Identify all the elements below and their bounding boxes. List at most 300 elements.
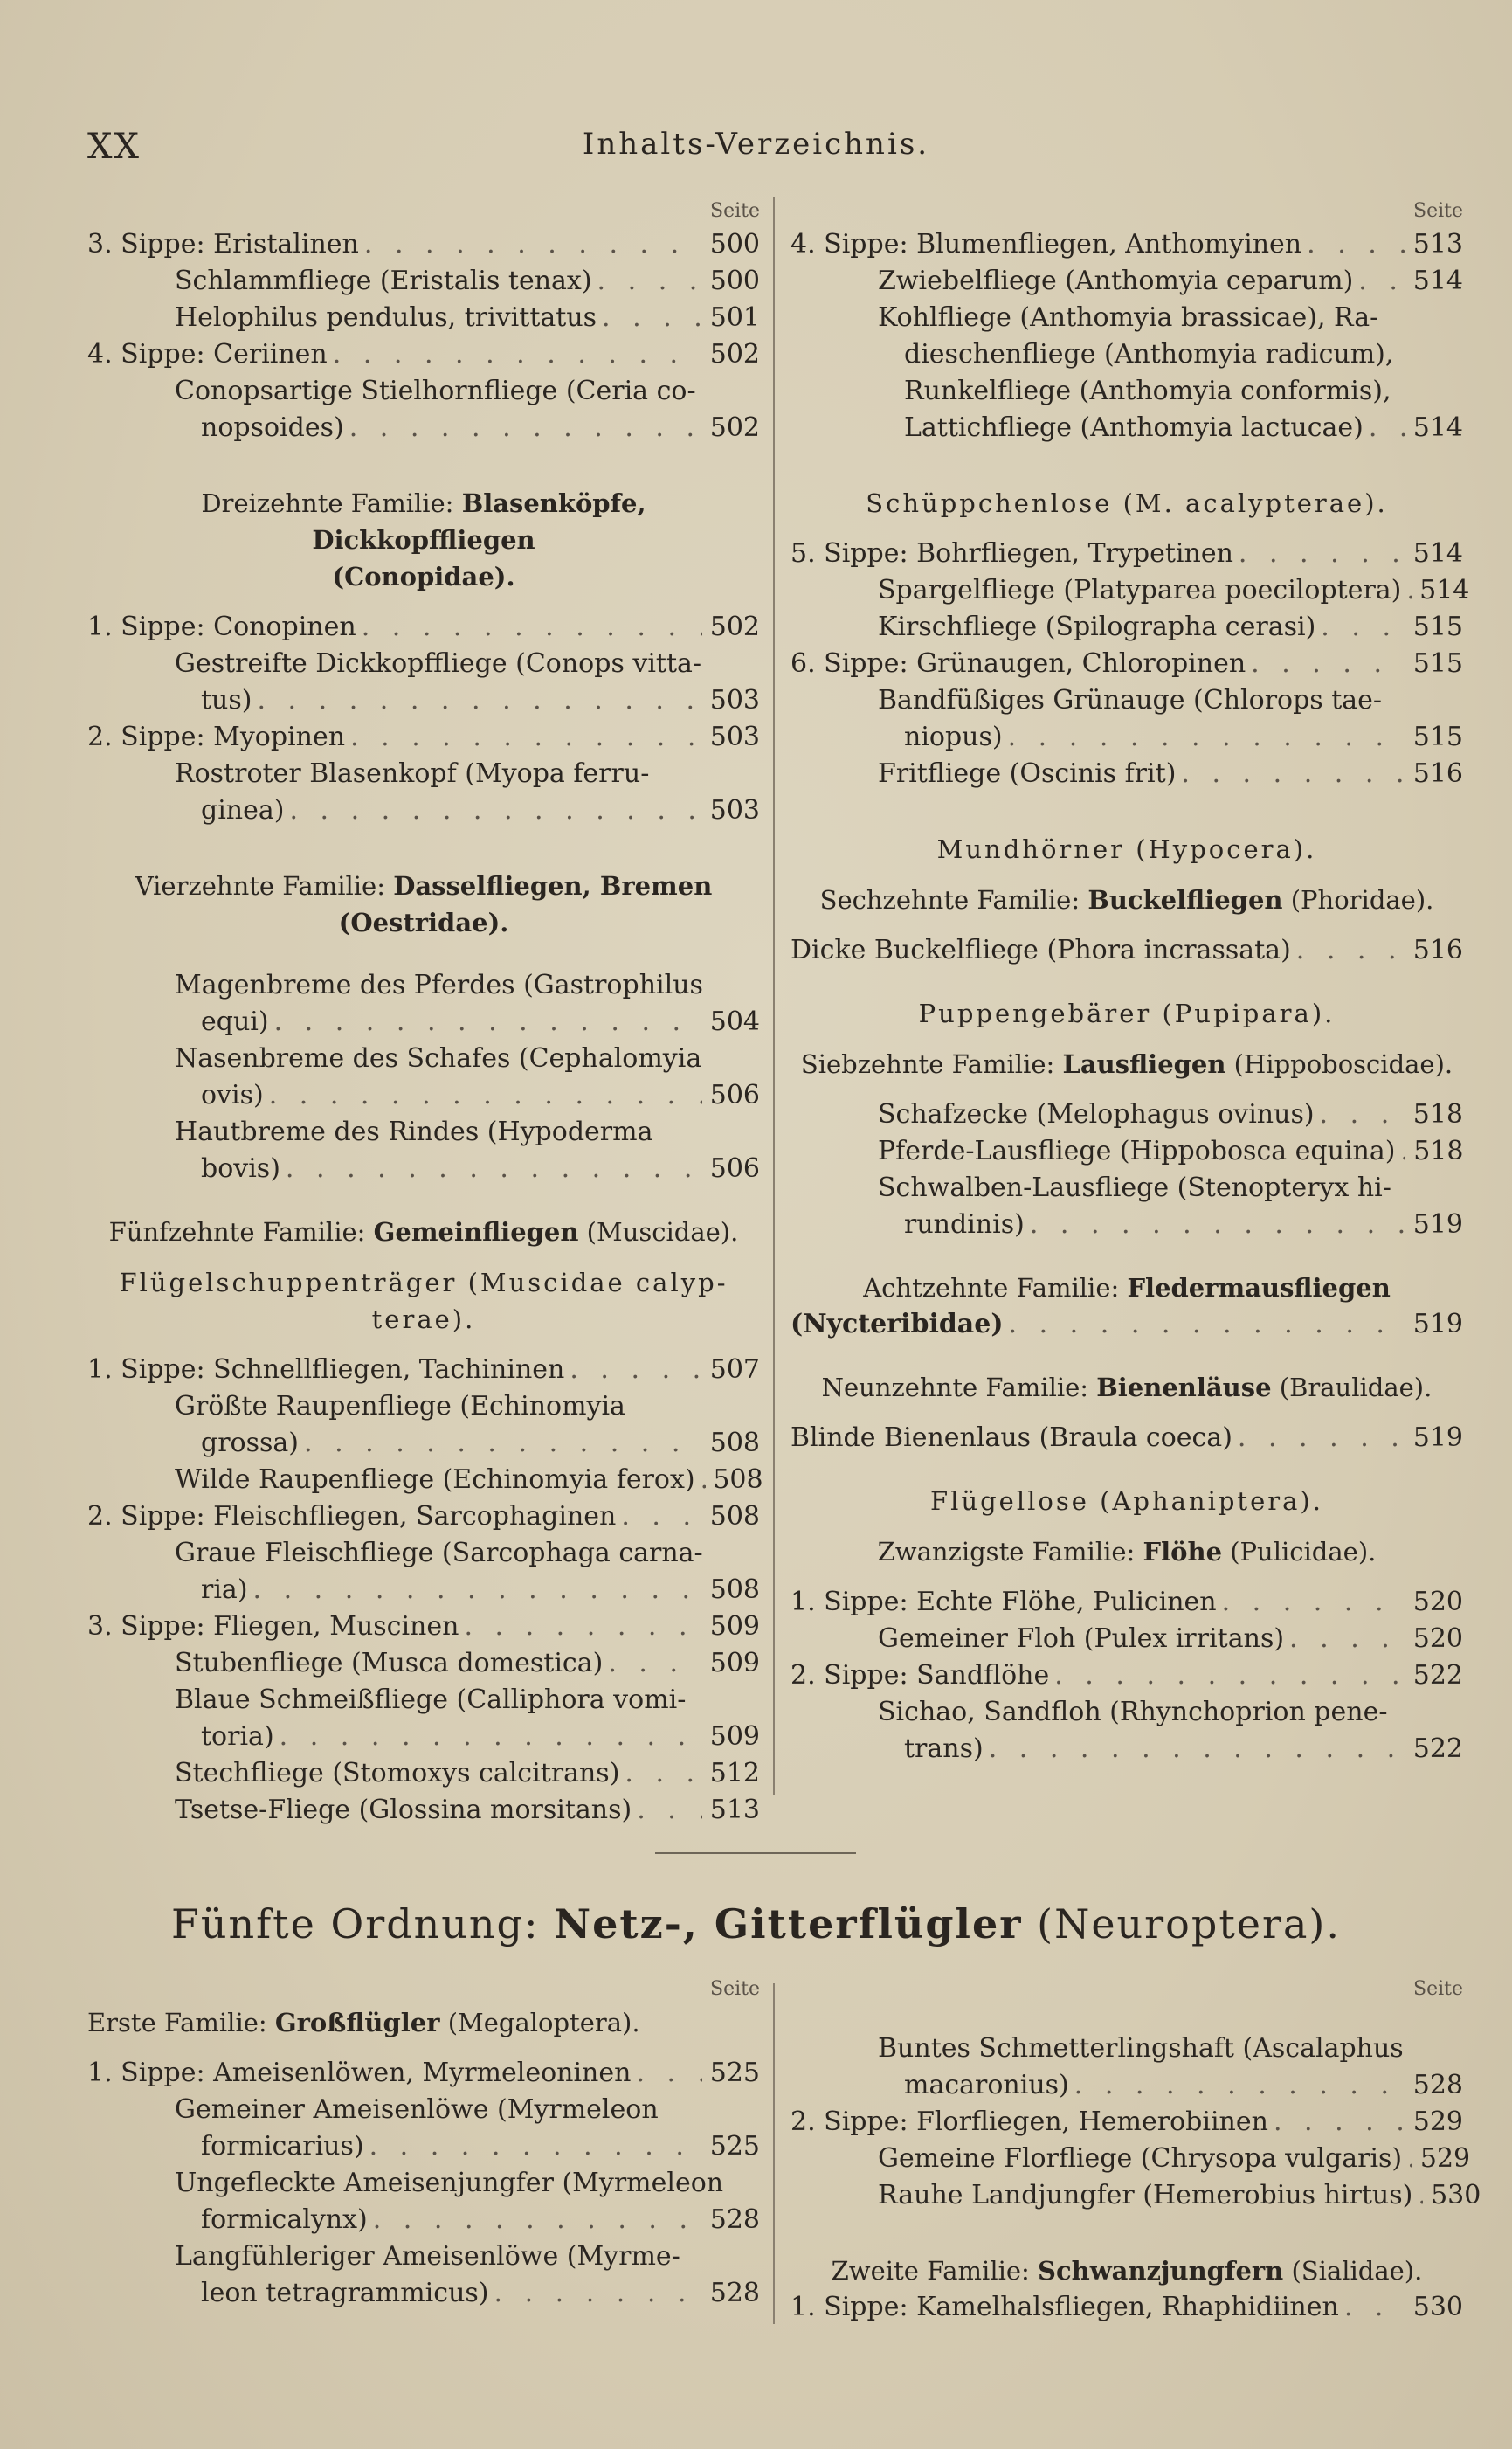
dot-leader <box>1232 1420 1405 1456</box>
page-ref: 509 <box>709 1721 760 1752</box>
dot-leader <box>1069 2067 1405 2104</box>
section-heading <box>791 1046 1463 1083</box>
toc-column-top-right <box>791 197 1470 1768</box>
dot-leader <box>1217 1584 1405 1621</box>
order-title <box>0 1900 1512 1947</box>
toc-line: Langfühleriger Ameisenlöwe (Myrme- <box>175 2241 680 2272</box>
order-title-bold: Netz-, Gitterflügler <box>554 1900 1023 1947</box>
page-ref: 506 <box>709 1080 760 1110</box>
page-ref: 503 <box>709 722 760 752</box>
page-ref: 502 <box>709 412 760 443</box>
section-heading <box>87 1264 760 1301</box>
dot-leader <box>345 719 702 756</box>
page-ref: 529 <box>1419 2143 1471 2174</box>
dot-leader <box>1353 263 1405 300</box>
dot-leader <box>1003 719 1405 756</box>
page-ref: 515 <box>1412 722 1463 752</box>
entry-text: ovis) <box>201 1080 264 1110</box>
dot-leader <box>1176 756 1405 792</box>
page-ref: 514 <box>1419 575 1470 605</box>
toc-entry <box>791 1584 1463 1621</box>
section-heading <box>791 1483 1463 1519</box>
heading-after: (Pulicidae). <box>1222 1537 1377 1567</box>
page-number: XX <box>87 127 141 167</box>
heading-text: Puppengebärer (Pupipara). <box>918 999 1336 1028</box>
dot-leader <box>1049 1657 1405 1694</box>
page-ref: 508 <box>709 1574 760 1605</box>
dot-leader <box>597 300 702 336</box>
heading-after: (Braulidae). <box>1271 1373 1433 1402</box>
heading-text: Mundhörner (Hypocera). <box>936 834 1317 864</box>
page-ref: 503 <box>709 795 760 826</box>
entry-text: 5. Sippe: Bohrfliegen, Trypetinen <box>791 538 1233 569</box>
dot-leader <box>359 226 702 263</box>
entry-text: formicarius) <box>201 2131 364 2162</box>
entry-text: 3. Sippe: Eristalinen <box>87 229 359 259</box>
toc-entry <box>87 1608 760 1645</box>
section-heading <box>87 1214 760 1250</box>
toc-column-top-left <box>87 197 763 1829</box>
page-ref: 528 <box>709 2278 760 2308</box>
toc-entry <box>791 1133 1463 1170</box>
spacer <box>791 522 1463 536</box>
toc-entry <box>87 1425 760 1462</box>
dot-leader <box>264 1077 702 1114</box>
entry-text: tus) <box>201 685 252 716</box>
entry-text: 1. Sippe: Ameisenlöwen, Myrmeleoninen <box>87 2058 632 2088</box>
page-ref: 530 <box>1412 2292 1463 2322</box>
order-title-post: (Neuroptera). <box>1022 1900 1342 1947</box>
toc-entry <box>87 1572 760 1608</box>
page-ref: 528 <box>1412 2070 1463 2100</box>
toc-entry <box>791 932 1463 969</box>
entry-text: 1. Sippe: Echte Flöhe, Pulicinen <box>791 1587 1217 1617</box>
dot-leader <box>564 1352 702 1388</box>
entry-text: Schafzecke (Melophagus ovinus) <box>878 1099 1315 1130</box>
section-heading <box>791 882 1463 918</box>
toc-entry <box>791 609 1463 646</box>
heading-text: Vierzehnte Familie: <box>135 871 394 901</box>
toc-line: Größte Raupenfliege (Echinomyia <box>175 1391 625 1422</box>
toc-entry <box>791 756 1463 792</box>
entry-text: 1. Sippe: Conopinen <box>87 612 356 642</box>
toc-line: Rostroter Blasenkopf (Myopa ferru- <box>175 758 650 789</box>
spacer <box>791 2004 1463 2030</box>
dot-leader <box>284 792 702 829</box>
page-ref: 514 <box>1412 538 1463 569</box>
page-ref: 519 <box>1412 1422 1463 1453</box>
toc-entry <box>791 2067 1463 2104</box>
page-ref: 519 <box>1412 1209 1463 1240</box>
dot-leader <box>1246 646 1405 682</box>
toc-entry <box>87 263 760 300</box>
heading-after: (Sialidae). <box>1283 2256 1423 2286</box>
dot-leader <box>1339 2289 1405 2326</box>
entry-text: Spargelfliege (Platyparea poeciloptera) <box>878 575 1402 605</box>
toc-line: Buntes Schmetterlingshaft (Ascalaphus <box>878 2033 1404 2064</box>
dot-leader <box>248 1572 702 1608</box>
page-ref: 503 <box>709 685 760 716</box>
page-ref: 502 <box>709 339 760 370</box>
seite-label: Seite <box>710 1978 760 2000</box>
toc-line: Ungefleckte Ameisenjungfer (Myrmeleon <box>175 2168 724 2198</box>
spacer <box>87 1338 760 1352</box>
entry-text: Gemeiner Floh (Pulex irritans) <box>878 1623 1285 1654</box>
page-ref: 500 <box>709 229 760 259</box>
heading-text: Dreizehnte Familie: <box>201 488 462 518</box>
entry-text: 1. Sippe: Schnellfliegen, Tachininen <box>87 1354 565 1385</box>
toc-entry <box>87 2275 760 2312</box>
entry-text: Dicke Buckelfliege (Phora incrassata) <box>791 935 1291 965</box>
heading-text: Flügellose (Aphaniptera). <box>930 1486 1323 1516</box>
page-ref: 509 <box>709 1648 760 1678</box>
entry-text: Kirschfliege (Spilographa cerasi) <box>878 612 1316 642</box>
section-heading <box>87 1301 760 1338</box>
heading-text: Sechzehnte Familie: <box>819 885 1088 915</box>
dot-leader <box>1268 2104 1405 2141</box>
toc-entry <box>87 1004 760 1041</box>
section-subheading: (Oestridae). <box>338 908 509 937</box>
spacer <box>791 1083 1463 1097</box>
heading-after: (Megaloptera). <box>439 2008 640 2037</box>
heading-bold: Dasselfliegen, Bremen <box>393 871 713 901</box>
entry-text: Helophilus pendulus, trivittatus <box>175 302 597 333</box>
entry-text: Blinde Bienenlaus (Braula coeca) <box>791 1422 1232 1453</box>
toc-entry <box>87 410 760 446</box>
heading-bold: Schwanzjungfern <box>1038 2256 1284 2286</box>
spacer <box>87 941 760 967</box>
page-ref: 507 <box>709 1354 760 1385</box>
spacer <box>791 918 1463 932</box>
toc-entry <box>87 1352 760 1388</box>
page-ref: 528 <box>709 2204 760 2235</box>
entry-text: 2. Sippe: Sandflöhe <box>791 1660 1050 1691</box>
heading-after: (Muscidae). <box>578 1217 739 1247</box>
toc-entry <box>791 263 1463 300</box>
dot-leader <box>328 336 702 373</box>
dot-leader <box>344 410 702 446</box>
dot-leader <box>1025 1207 1405 1243</box>
page-ref: 513 <box>709 1795 760 1825</box>
entry-text: leon tetragrammicus) <box>201 2278 489 2308</box>
toc-column-bottom-right <box>791 1975 1481 2326</box>
entry-text: 2. Sippe: Fleischfliegen, Sarcophaginen <box>87 1501 617 1532</box>
section-rule <box>655 1852 856 1854</box>
toc-entry <box>791 646 1463 682</box>
dot-leader <box>1315 609 1405 646</box>
entry-text: toria) <box>201 1721 274 1752</box>
spacer <box>791 1032 1463 1046</box>
dot-leader <box>1291 932 1405 969</box>
page-ref: 520 <box>1412 1587 1463 1617</box>
spacer <box>791 969 1463 995</box>
entry-text: grossa) <box>201 1428 299 1458</box>
page-ref: 516 <box>1412 758 1463 789</box>
heading-after: (Hippoboscidae). <box>1225 1049 1453 1079</box>
toc-entry <box>87 226 760 263</box>
page-ref: 508 <box>713 1464 763 1495</box>
spacer <box>791 1343 1463 1369</box>
entry-text: Stechfliege (Stomoxys calcitrans) <box>175 1758 620 1788</box>
spacer <box>791 1570 1463 1584</box>
toc-line: Gestreifte Dickkopffliege (Conops vitta- <box>175 648 702 679</box>
section-heading <box>87 868 760 904</box>
section-heading <box>791 1533 1463 1570</box>
heading-text: Zweite Familie: <box>831 2256 1039 2286</box>
toc-entry <box>791 2141 1471 2177</box>
section-heading <box>791 485 1463 522</box>
dot-leader <box>368 2202 702 2238</box>
spacer <box>791 1519 1463 1533</box>
page-ref: 508 <box>709 1428 760 1458</box>
toc-line: Gemeiner Ameisenlöwe (Myrmeleon <box>175 2094 659 2125</box>
dot-leader <box>1364 410 1405 446</box>
entry-text: 4. Sippe: Blumenfliegen, Anthomyinen <box>791 229 1302 259</box>
entry-text: ria) <box>201 1574 248 1605</box>
toc-line: Bandfüßiges Grünauge (Chlorops tae- <box>878 685 1383 716</box>
section-heading <box>791 831 1463 868</box>
toc-entry <box>87 682 760 719</box>
page-ref: 530 <box>1431 2180 1481 2210</box>
dot-leader <box>280 1151 702 1187</box>
seite-label: Seite <box>1413 200 1463 222</box>
toc-entry <box>791 1731 1463 1768</box>
page-ref: 502 <box>709 612 760 642</box>
heading-after: (Phoridae). <box>1282 885 1434 915</box>
page-ref: 529 <box>1412 2107 1463 2137</box>
page-ref: 516 <box>1412 935 1463 965</box>
page-ref: 513 <box>1412 229 1463 259</box>
entry-text: Schlammfliege (Eristalis tenax) <box>175 266 592 296</box>
entry-text: 1. Sippe: Kamelhalsfliegen, Rhaphidiinen <box>791 2292 1339 2322</box>
order-title-pre: Fünfte Ordnung: <box>170 1900 555 1947</box>
spacer <box>791 2214 1463 2252</box>
toc-entry <box>791 1306 1463 1343</box>
dot-leader <box>984 1731 1405 1768</box>
spacer <box>791 1406 1463 1420</box>
dot-leader <box>1233 536 1405 572</box>
entry-text: 2. Sippe: Florfliegen, Hemerobiinen <box>791 2107 1268 2137</box>
toc-column-bottom-left <box>87 1975 760 2312</box>
dot-leader <box>299 1425 702 1462</box>
toc-entry <box>87 1719 760 1755</box>
page-ref: 515 <box>1412 612 1463 642</box>
toc-line: Nasenbreme des Schafes (Cephalomyia <box>175 1043 702 1074</box>
dot-leader <box>631 2055 702 2092</box>
page-ref: 525 <box>709 2058 760 2088</box>
toc-entry <box>87 1462 763 1498</box>
dot-leader <box>1301 226 1405 263</box>
entry-text: Lattichfliege (Anthomyia lactucae) <box>904 412 1364 443</box>
entry-text: Wilde Raupenfliege (Echinomyia ferox) <box>175 1464 695 1495</box>
page-ref: 518 <box>1412 1099 1463 1130</box>
section-heading <box>87 2004 760 2041</box>
page-ref: 506 <box>709 1153 760 1184</box>
entry-text: 3. Sippe: Fliegen, Muscinen <box>87 1611 459 1642</box>
seite-label: Seite <box>1413 1978 1463 2000</box>
entry-text: ginea) <box>201 795 285 826</box>
page-ref: 525 <box>709 2131 760 2162</box>
section-heading <box>791 2252 1463 2289</box>
page-ref: 501 <box>709 302 760 333</box>
dot-leader <box>489 2275 702 2312</box>
heading-text: Flügelschuppenträger (Muscidae calyp- <box>119 1268 728 1297</box>
entry-text: 4. Sippe: Ceriinen <box>87 339 328 370</box>
column-divider <box>773 197 775 1795</box>
toc-entry <box>791 2177 1481 2214</box>
page-ref: 519 <box>1412 1309 1463 1339</box>
spacer <box>791 1456 1463 1483</box>
toc-entry <box>87 1755 760 1792</box>
toc-line: Runkelfliege (Anthomyia conformis), <box>904 376 1391 406</box>
toc-entry <box>87 719 760 756</box>
spacer <box>87 446 760 485</box>
toc-entry <box>791 1621 1463 1657</box>
heading-text: Erste Familie: <box>87 2008 275 2037</box>
entry-text: equi) <box>201 1007 269 1037</box>
dot-leader <box>1004 1306 1405 1343</box>
toc-entry <box>87 2202 760 2238</box>
toc-entry <box>87 1498 760 1535</box>
section-heading <box>87 485 760 558</box>
dot-leader <box>364 2128 702 2165</box>
heading-bold: Gemeinfliegen <box>373 1217 579 1247</box>
heading-bold: Lausfliegen <box>1062 1049 1226 1079</box>
toc-entry <box>87 1645 760 1682</box>
dot-leader <box>632 1792 702 1829</box>
dot-leader <box>1412 2177 1423 2214</box>
heading-text: terae). <box>371 1304 476 1334</box>
dot-leader <box>1284 1621 1405 1657</box>
entry-text: 6. Sippe: Grünaugen, Chloropinen <box>791 648 1246 679</box>
heading-text: Achtzehnte Familie: <box>863 1273 1128 1303</box>
toc-entry <box>87 1792 760 1829</box>
entry-text: formicalynx) <box>201 2204 368 2235</box>
entry-text: nopsoides) <box>201 412 344 443</box>
toc-line: Kohlfliege (Anthomyia brassicae), Ra- <box>878 302 1379 333</box>
toc-entry <box>87 1151 760 1187</box>
entry-text: Gemeine Florfliege (Chrysopa vulgaris) <box>878 2143 1403 2174</box>
page-ref: 518 <box>1413 1136 1464 1166</box>
spacer <box>87 2041 760 2055</box>
heading-bold: Fledermausfliegen <box>1127 1273 1391 1303</box>
toc-line: Conopsartige Stielhornfliege (Ceria co- <box>175 376 696 406</box>
page-ref: 509 <box>709 1611 760 1642</box>
toc-entry <box>791 1097 1463 1133</box>
page-ref: 514 <box>1412 412 1463 443</box>
toc-entry <box>791 719 1463 756</box>
dot-leader <box>592 263 702 300</box>
entry-text: Rauhe Landjungfer (Hemerobius hirtus) <box>878 2180 1413 2210</box>
section-heading <box>791 1369 1463 1406</box>
heading-text: Neunzehnte Familie: <box>821 1373 1097 1402</box>
toc-entry <box>87 336 760 373</box>
toc-entry <box>791 2104 1463 2141</box>
entry-text: bovis) <box>201 1153 280 1184</box>
toc-entry <box>87 1077 760 1114</box>
heading-text: Schüppchenlose (M. acalypterae). <box>866 488 1388 518</box>
page-ref: 515 <box>1412 648 1463 679</box>
section-heading <box>791 1269 1463 1306</box>
heading-bold: Großflügler <box>274 2008 440 2037</box>
page-ref: 512 <box>709 1758 760 1788</box>
dot-leader <box>603 1645 702 1682</box>
dot-leader <box>274 1719 702 1755</box>
spacer <box>791 1243 1463 1269</box>
entry-text: Pferde-Lausfliege (Hippobosca equina) <box>878 1136 1396 1166</box>
toc-entry <box>791 2289 1463 2326</box>
dot-leader <box>252 682 702 719</box>
dot-leader <box>356 609 702 646</box>
entry-text: trans) <box>904 1733 984 1764</box>
entry-text: Fritfliege (Oscinis frit) <box>878 758 1177 789</box>
toc-line: Schwalben-Lausfliege (Stenopteryx hi- <box>878 1173 1391 1203</box>
toc-entry <box>791 226 1463 263</box>
heading-bold: Flöhe <box>1143 1537 1223 1567</box>
spacer <box>791 446 1463 485</box>
page-ref: 508 <box>709 1501 760 1532</box>
entry-text: niopus) <box>904 722 1003 752</box>
spacer <box>87 595 760 609</box>
page-ref: 520 <box>1412 1623 1463 1654</box>
toc-entry <box>791 1657 1463 1694</box>
toc-entry <box>87 792 760 829</box>
heading-bold: Bienenläuse <box>1096 1373 1272 1402</box>
toc-entry <box>791 572 1470 609</box>
toc-entry <box>791 1207 1463 1243</box>
section-heading <box>791 995 1463 1032</box>
spacer <box>87 829 760 868</box>
entry-text: 2. Sippe: Myopinen <box>87 722 346 752</box>
heading-text: Fünfzehnte Familie: <box>108 1217 374 1247</box>
entry-text: Stubenfliege (Musca domestica) <box>175 1648 604 1678</box>
heading-text: Siebzehnte Familie: <box>800 1049 1063 1079</box>
toc-entry <box>791 536 1463 572</box>
seite-label: Seite <box>710 200 760 222</box>
toc-line: Graue Fleischfliege (Sarcophaga carna- <box>175 1538 703 1568</box>
toc-entry <box>87 300 760 336</box>
toc-entry <box>87 2055 760 2092</box>
dot-leader <box>1401 572 1412 609</box>
page-ref: 514 <box>1412 266 1463 296</box>
entry-text: rundinis) <box>904 1209 1025 1240</box>
toc-entry <box>87 609 760 646</box>
page-ref: 504 <box>709 1007 760 1037</box>
entry-text: Tsetse-Fliege (Glossina morsitans) <box>175 1795 632 1825</box>
page-ref: 500 <box>709 266 760 296</box>
spacer <box>87 1187 760 1214</box>
spacer <box>87 1250 760 1264</box>
dot-leader <box>1315 1097 1405 1133</box>
running-head: Inhalts-Verzeichnis. <box>582 127 930 162</box>
toc-entry <box>791 1420 1463 1456</box>
dot-leader <box>459 1608 702 1645</box>
heading-bold: Blasenköpfe, Dickkopffliegen <box>312 488 646 555</box>
toc-entry <box>87 2128 760 2165</box>
dot-leader <box>1402 2141 1412 2177</box>
dot-leader <box>1395 1133 1405 1170</box>
spacer <box>791 792 1463 831</box>
dot-leader <box>619 1755 702 1792</box>
heading-text: Zwanzigste Familie: <box>877 1537 1143 1567</box>
spacer <box>791 868 1463 882</box>
toc-line: Hautbreme des Rindes (Hypoderma <box>175 1117 653 1147</box>
dot-leader <box>616 1498 702 1535</box>
toc-line: Magenbreme des Pferdes (Gastrophilus <box>175 970 703 1000</box>
page-ref: 522 <box>1412 1660 1463 1691</box>
entry-text: Zwiebelfliege (Anthomyia ceparum) <box>878 266 1354 296</box>
dot-leader <box>695 1462 706 1498</box>
